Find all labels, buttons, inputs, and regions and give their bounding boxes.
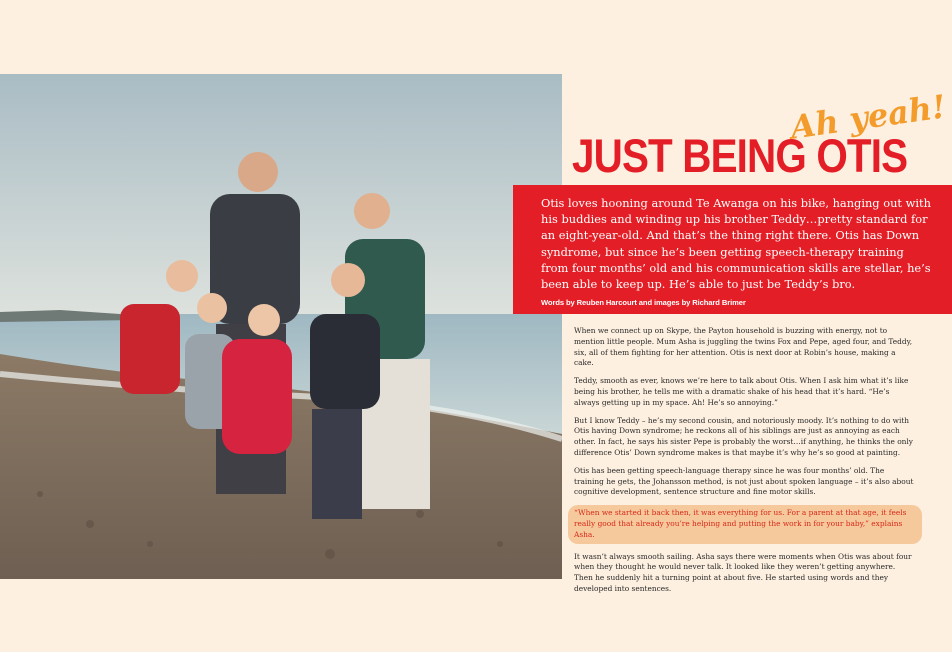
- pull-quote: “When we started it back then, it was everything for us. For a parent at that age, it feels really good that already you’re helping and putting the work in for your baby,” explains Asha.: [568, 505, 922, 543]
- page-title: JUST BEING OTIS: [572, 129, 908, 182]
- article-body: [574, 326, 916, 602]
- paragraph-5: It wasn’t always smooth sailing. Asha says there were moments when Otis was about four when they thought he would never talk. It looked like they weren’t getting anywhere. Then he suddenly hit a turning point at about five. He started using words and they developed into sentences.: [574, 551, 912, 593]
- credits: Words by Reuben Harcourt and images by Richard Brimer: [541, 298, 746, 308]
- family-photo: [0, 74, 562, 579]
- paragraph-4: Otis has been getting speech-language therapy since he was four months’ old. The training he gets, the Johansson method, is not just about spoken language – it’s also about cognitive development, sentence structure and fine motor skills.: [574, 465, 914, 497]
- paragraph-2: Teddy, smooth as ever, knows we’re here to talk about Otis. When I ask him what it’s like being his brother, he tells me with a dramatic shake of his head that it’s hard. “He’s always getting up in my space. Ah! He’s so annoying.”: [574, 376, 909, 407]
- headline: [572, 87, 949, 186]
- paragraph-3: But I know Teddy – he’s my second cousin, and notoriously moody. It’s nothing to do with Otis having Down syndrome; he reckons all of his siblings are just as annoying as each other. In fact, he says his sister Pepe is probably the worst…if anything, he thinks the only difference Otis’ Down syndrome makes is that maybe it’s why he’s so good at painting.: [574, 415, 913, 457]
- beach-family-illustration: [0, 74, 562, 579]
- intro-panel: [513, 185, 952, 314]
- paragraph-1: When we connect up on Skype, the Payton household is buzzing with energy, not to mention little people. Mum Asha is juggling the twins Fox and Pepe, aged four, and Teddy, six, all of them fighting for her attention. Otis is next door at Robin’s house, making a cake.: [574, 326, 913, 368]
- intro-text: Otis loves hooning around Te Awanga on his bike, hanging out with his buddies and winding up his brother Teddy…pretty standard for an eight-year-old. And that’s the thing right there. Otis has Down syndrome, but since he’s been getting speech-therapy training from four months’ old and his communication skills are stellar, he’s been able to keep up. He’s able to just be Teddy’s bro.: [541, 196, 931, 292]
- headline-accent: Ah yeah!: [788, 87, 949, 147]
